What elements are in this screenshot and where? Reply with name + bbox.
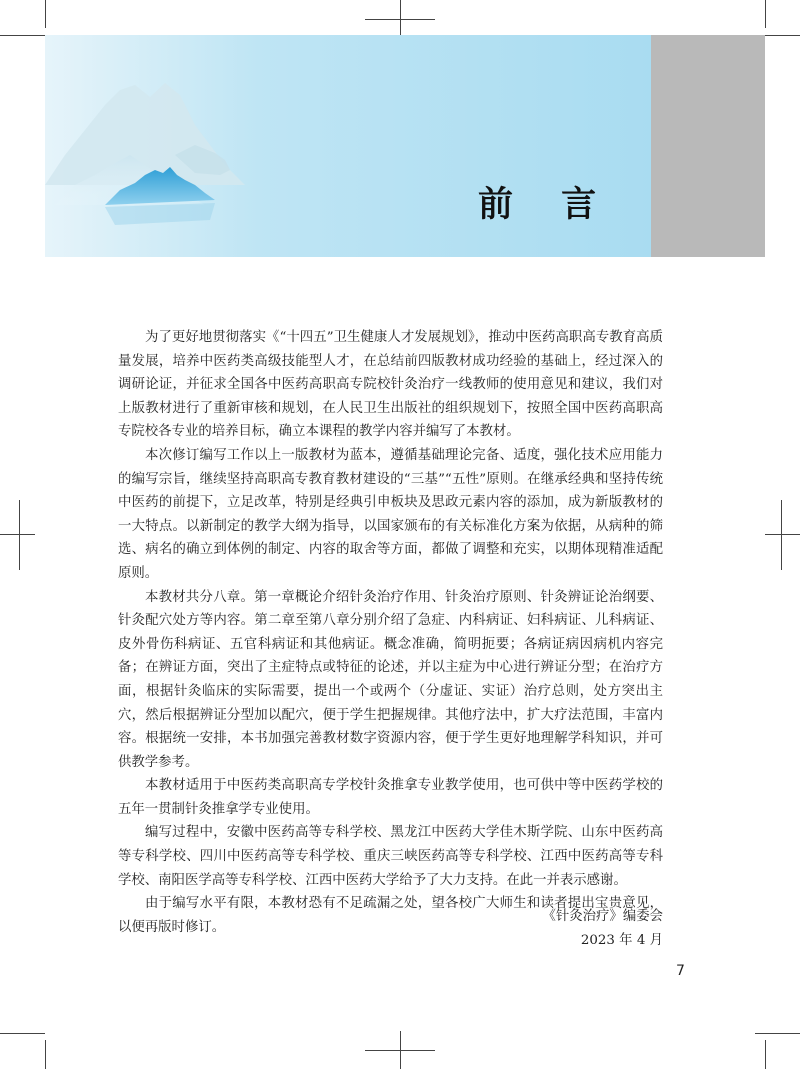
signature-committee: 《针灸治疗》编委会 bbox=[542, 909, 663, 924]
paragraph: 本教材共分八章。第一章概论介绍针灸治疗作用、针灸治疗原则、针灸辨证论治纲要、针灸配穴处方等内容。第二章至第八章分别介绍了急症、内科病证、妇科病证、儿科病证、皮外骨伤科病证、五官科病证和其他病证。概念准确，简明扼要；各病证病因病机内容完备；在辨证方面，突出了主症特点或特征的论述，并以主症为中心进行辨证分型；在治疗方面，根据针灸临床的实际需要，提出一个或两个（分虚证、实证）治疗总则，处方突出主穴，然后根据辨证分型加以配穴，便于学生把握规律。其他疗法中，扩大疗法范围，丰富内容。根据统一安排，本书加强完善教材数字资源内容，便于学生更好地理解学科知识，并可供教学参考。 bbox=[118, 589, 663, 770]
paragraph: 为了更好地贯彻落实《“十四五”卫生健康人才发展规划》，推动中医药高职高专教育高质量发展，培养中医药类高级技能型人才，在总结前四版教材成功经验的基础上，经过深入的调研论证，并征求全国各中医药高职高专院校针灸治疗一线教师的使用意见和建议，我们对上版教材进行了重新审核和规划，在人民卫生出版社的组织规划下，按照全国中医药高职高专院校各专业的培养目标，确立本课程的教学内容并编写了本教材。 bbox=[118, 330, 663, 440]
crop-mark bbox=[19, 500, 20, 570]
paragraph: 编写过程中，安徽中医药高等专科学校、黑龙江中医药大学佳木斯学院、山东中医药高等专科学校、四川中医药高等专科学校、重庆三峡医药高等专科学校、江西中医药高等专科学校、南阳医学高等专科学校、江西中医药大学给予了大力支持。在此一并表示感谢。 bbox=[118, 825, 663, 888]
page-number: 7 bbox=[676, 963, 685, 979]
crop-mark bbox=[765, 1040, 766, 1069]
signature-date: 2023 年 4 月 bbox=[580, 933, 663, 948]
crop-mark bbox=[755, 1033, 800, 1034]
chapter-tab bbox=[651, 35, 765, 257]
paragraph: 本次修订编写工作以上一版教材为蓝本，遵循基础理论完备、适度，强化技术应用能力的编写宗旨，继续坚持高职高专教育教材建设的“三基”“五性”原则。在继承经典和坚持传统中医药的前提下，立足改革，特别是经典引申板块及思政元素内容的添加，成为新版教材的一大特点。以新制定的教学大纲为指导，以国家颁布的有关标准化方案为依据，从病种的筛选、病名的确立到体例的制定、内容的取舍等方面，都做了调整和充实，以期体现精准适配原则。 bbox=[118, 447, 663, 581]
paragraph: 由于编写水平有限，本教材恐有不足疏漏之处，望各校广大师生和读者提出宝贵意见，以便再版时修订。 bbox=[118, 896, 663, 935]
page-title: 前 言 bbox=[478, 184, 615, 225]
crop-mark bbox=[765, 534, 800, 535]
crop-mark bbox=[45, 1040, 46, 1069]
paragraph: 本教材适用于中医药类高职高专学校针灸推拿专业教学使用，也可供中等中医药学校的五年一贯制针灸推拿学专业使用。 bbox=[118, 778, 663, 817]
crop-mark bbox=[400, 0, 401, 38]
crop-mark bbox=[400, 1031, 401, 1069]
crop-mark bbox=[0, 534, 35, 535]
crop-mark bbox=[781, 500, 782, 570]
crop-mark bbox=[0, 1033, 45, 1034]
preface-body bbox=[118, 326, 663, 939]
crop-mark bbox=[765, 0, 766, 28]
